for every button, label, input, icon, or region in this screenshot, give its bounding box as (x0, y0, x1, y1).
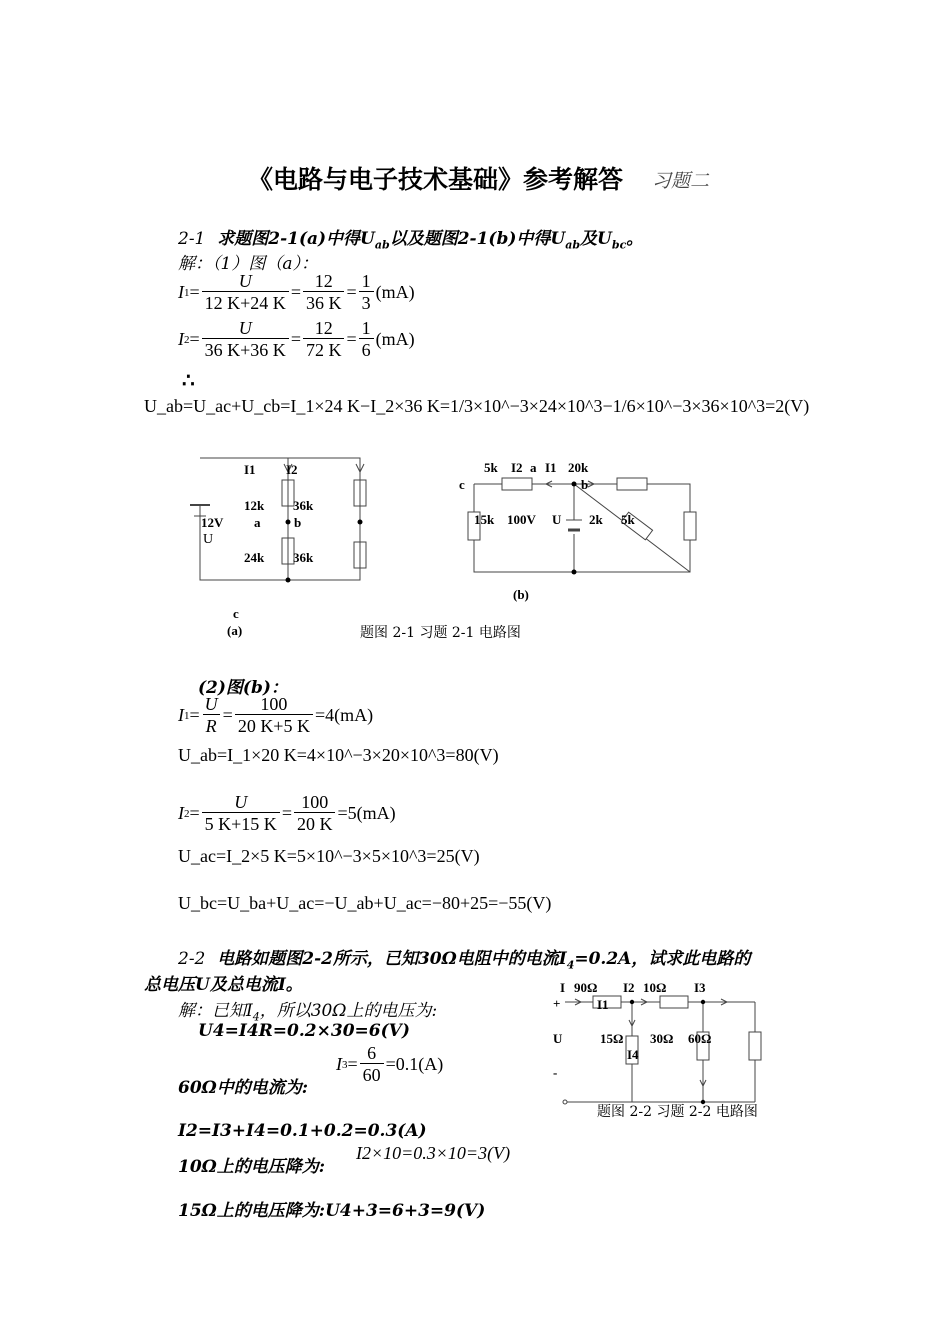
fraction (360, 1043, 384, 1086)
fig-a-label: 24k (244, 550, 265, 565)
equation-i1: I 1 = $\frac{U}{12 K+24 K}$ = $\frac{12}{36 K}$ = $\frac{1}{3}$ (mA) (178, 271, 415, 313)
solution-2-2 (178, 996, 437, 1023)
u4-line: U4=I4R=0.2×30=6(V) (198, 1021, 410, 1041)
denominator: 5 K+15 K (202, 812, 280, 835)
sub: 4 (566, 958, 575, 972)
part2-label: (2)图(b)： (198, 678, 288, 698)
therefore-symbol: ∴ (182, 368, 195, 392)
den: R (205, 716, 217, 736)
num: U (238, 318, 252, 338)
fig-b-label: b (581, 477, 589, 492)
fraction (202, 694, 221, 737)
lhs: I (336, 1054, 342, 1074)
fig-b-label: 100V (507, 512, 536, 527)
page-title: 《电路与电子技术基础》参考解答 (248, 165, 624, 194)
fig-2-2-label: - (553, 1065, 558, 1080)
result: =5(mA) (337, 803, 396, 823)
lhs: I (178, 329, 184, 349)
fraction (202, 792, 280, 835)
denominator: 6 (359, 338, 374, 361)
question-2-2 (178, 944, 750, 971)
equation-b-uab: U_ab=I_1×20 K=4×10^−3×20×10^3=80(V) (178, 745, 499, 765)
denominator: 60 (360, 1063, 384, 1086)
denominator (203, 714, 220, 737)
fig-a-label: c (233, 606, 239, 621)
fig-2-2-label: I1 (597, 997, 609, 1012)
fig-2-2-label: 30Ω (650, 1031, 674, 1046)
num: U (204, 694, 218, 714)
sub: ab (374, 238, 390, 252)
equation-v10: I2×10=0.3×10=3(V) (356, 1143, 511, 1163)
fig-a-label: I1 (244, 462, 256, 477)
result: =4(mA) (314, 705, 374, 725)
fig-b-label: (b) (513, 587, 529, 602)
fig-2-2-label: I2 (623, 980, 635, 995)
numerator: 12 (314, 271, 333, 291)
fig-2-2-label: + (553, 996, 561, 1011)
numerator (202, 694, 221, 714)
equation-i3: I 3 = $\frac{6}{60}$ =0.1(A) (336, 1043, 444, 1085)
question-text: =0.2A，试求此电路的 (574, 949, 751, 969)
v15-line: 15Ω上的电压降为:U4+3=6+3=9(V) (178, 1201, 486, 1221)
question-2-1 (178, 224, 643, 251)
equation-i2: I 2 = $\frac{U}{36 K+36 K}$ = $\frac{12}{72 K}$ = $\frac{1}{6}$ (mA) (178, 318, 415, 360)
num: U (234, 792, 248, 812)
question-text: 求题图2-1(a)中得U (217, 229, 375, 249)
sol-text: 解：已知I (178, 1001, 253, 1021)
unit: (mA) (375, 282, 415, 302)
question-text: 电路如题图2-2所示，已知30Ω电阻中的电流I (217, 949, 567, 969)
fraction (202, 318, 289, 361)
question-text: 以及题图2-1(b)中得U (389, 229, 566, 249)
lhs-sub: 1 (184, 286, 190, 299)
lhs-sub: 3 (342, 1058, 348, 1071)
fraction (359, 271, 374, 314)
i2-line: I2=I3+I4=0.1+0.2=0.3(A) (178, 1121, 427, 1141)
fig-a-label: U (203, 532, 214, 547)
solution-label: 解：（1）图（a）： (178, 254, 318, 274)
lhs: I (178, 282, 184, 302)
fig-a-label: 12k (244, 498, 265, 513)
fig-b-label: 20k (568, 460, 589, 475)
sol-text: ，所以30Ω上的电压为: (259, 1001, 438, 1021)
equation-b-i1: I 1 = $\frac{U}{R}$ = $\frac{100}{20 K+5 K}$ =4(mA) (178, 694, 374, 736)
page-subtitle: 习题二 (652, 170, 710, 192)
equation-uab: U_ab=U_ac+U_cb=I_1×24 K−I_2×36 K=1/3×10^−3×24×10^3−1/6×10^−3×36×10^3=2(V) (144, 396, 810, 416)
unit: (mA) (375, 329, 415, 349)
fig-b-label: 5k (621, 512, 635, 527)
figure-caption-2-1: 题图 2-1 习题 2-1 电路图 (360, 625, 521, 641)
numerator: 6 (367, 1043, 377, 1063)
fraction (294, 792, 336, 835)
numerator (236, 318, 255, 338)
fig-b-label: a (530, 460, 537, 475)
numerator: 1 (361, 318, 371, 338)
figure-caption-2-2: 题图 2-2 习题 2-2 电路图 (597, 1104, 758, 1120)
question-text: 。 (626, 229, 644, 249)
sub: ab (565, 238, 581, 252)
question-2-2-line2: 总电压U及总电流I。 (144, 975, 303, 995)
fig-b-label: I2 (511, 460, 523, 475)
lhs-sub: 1 (184, 709, 190, 722)
sub: bc (611, 238, 627, 252)
fig-2-2-label: 60Ω (688, 1031, 712, 1046)
fig-b-label: c (459, 477, 465, 492)
fig-2-2-label: 15Ω (600, 1031, 624, 1046)
fig-a-label: b (294, 515, 302, 530)
lhs: I (178, 803, 184, 823)
denominator: 3 (359, 291, 374, 314)
fig-a-label: 36k (293, 550, 314, 565)
fig-a-label: I2 (286, 462, 298, 477)
fraction (303, 318, 345, 361)
equation-b-uac: U_ac=I_2×5 K=5×10^−3×5×10^3=25(V) (178, 846, 480, 866)
fraction (202, 271, 289, 314)
lhs-sub: 2 (184, 807, 190, 820)
fig-a-label: 36k (293, 498, 314, 513)
v10-label: 10Ω上的电压降为: (178, 1157, 326, 1177)
fig-a-label: 12V (201, 515, 224, 530)
fig-2-2-label: U (553, 1031, 563, 1046)
sub: 4 (252, 1010, 260, 1024)
equation-b-ubc: U_bc=U_ba+U_ac=−U_ab+U_ac=−80+25=−55(V) (178, 893, 552, 913)
fig-2-2-label: I4 (627, 1047, 639, 1062)
denominator: 12 K+24 K (202, 291, 289, 314)
i60-label: 60Ω中的电流为: (178, 1078, 309, 1098)
fig-a-label: (a) (227, 623, 243, 638)
fig-b-label: U (552, 512, 562, 527)
denominator: 20 K+5 K (235, 714, 313, 737)
fig-b-label: 15k (474, 512, 495, 527)
numerator (236, 271, 255, 291)
denominator: 20 K (294, 812, 336, 835)
denominator: 72 K (303, 338, 345, 361)
question-number: 2-1 (178, 229, 206, 249)
fraction (303, 271, 345, 314)
fig-2-2-label: I (560, 980, 566, 995)
result: =0.1(A) (385, 1054, 444, 1074)
num: U (238, 271, 252, 291)
circuit-figure-2-2 (555, 990, 770, 1110)
question-text: 及U (580, 229, 612, 249)
fig-b-label: 5k (484, 460, 498, 475)
lhs-sub: 2 (184, 333, 190, 346)
fig-2-2-label: 90Ω (574, 980, 598, 995)
fig-2-2-label: 10Ω (643, 980, 667, 995)
numerator (231, 792, 250, 812)
fig-b-label: I1 (545, 460, 557, 475)
numerator: 12 (314, 318, 333, 338)
fig-2-2-label: I3 (694, 980, 706, 995)
lhs: I (178, 705, 184, 725)
denominator: 36 K+36 K (202, 338, 289, 361)
numerator: 100 (260, 694, 288, 714)
equation-b-i2: I 2 = $\frac{U}{5 K+15 K}$ = $\frac{100}{20 K}$ =5(mA) (178, 792, 396, 834)
fraction (235, 694, 313, 737)
numerator: 1 (361, 271, 371, 291)
denominator: 36 K (303, 291, 345, 314)
numerator: 100 (301, 792, 329, 812)
fraction (359, 318, 374, 361)
fig-a-label: a (254, 515, 261, 530)
question-number: 2-2 (178, 949, 206, 969)
fig-b-label: 2k (589, 512, 603, 527)
